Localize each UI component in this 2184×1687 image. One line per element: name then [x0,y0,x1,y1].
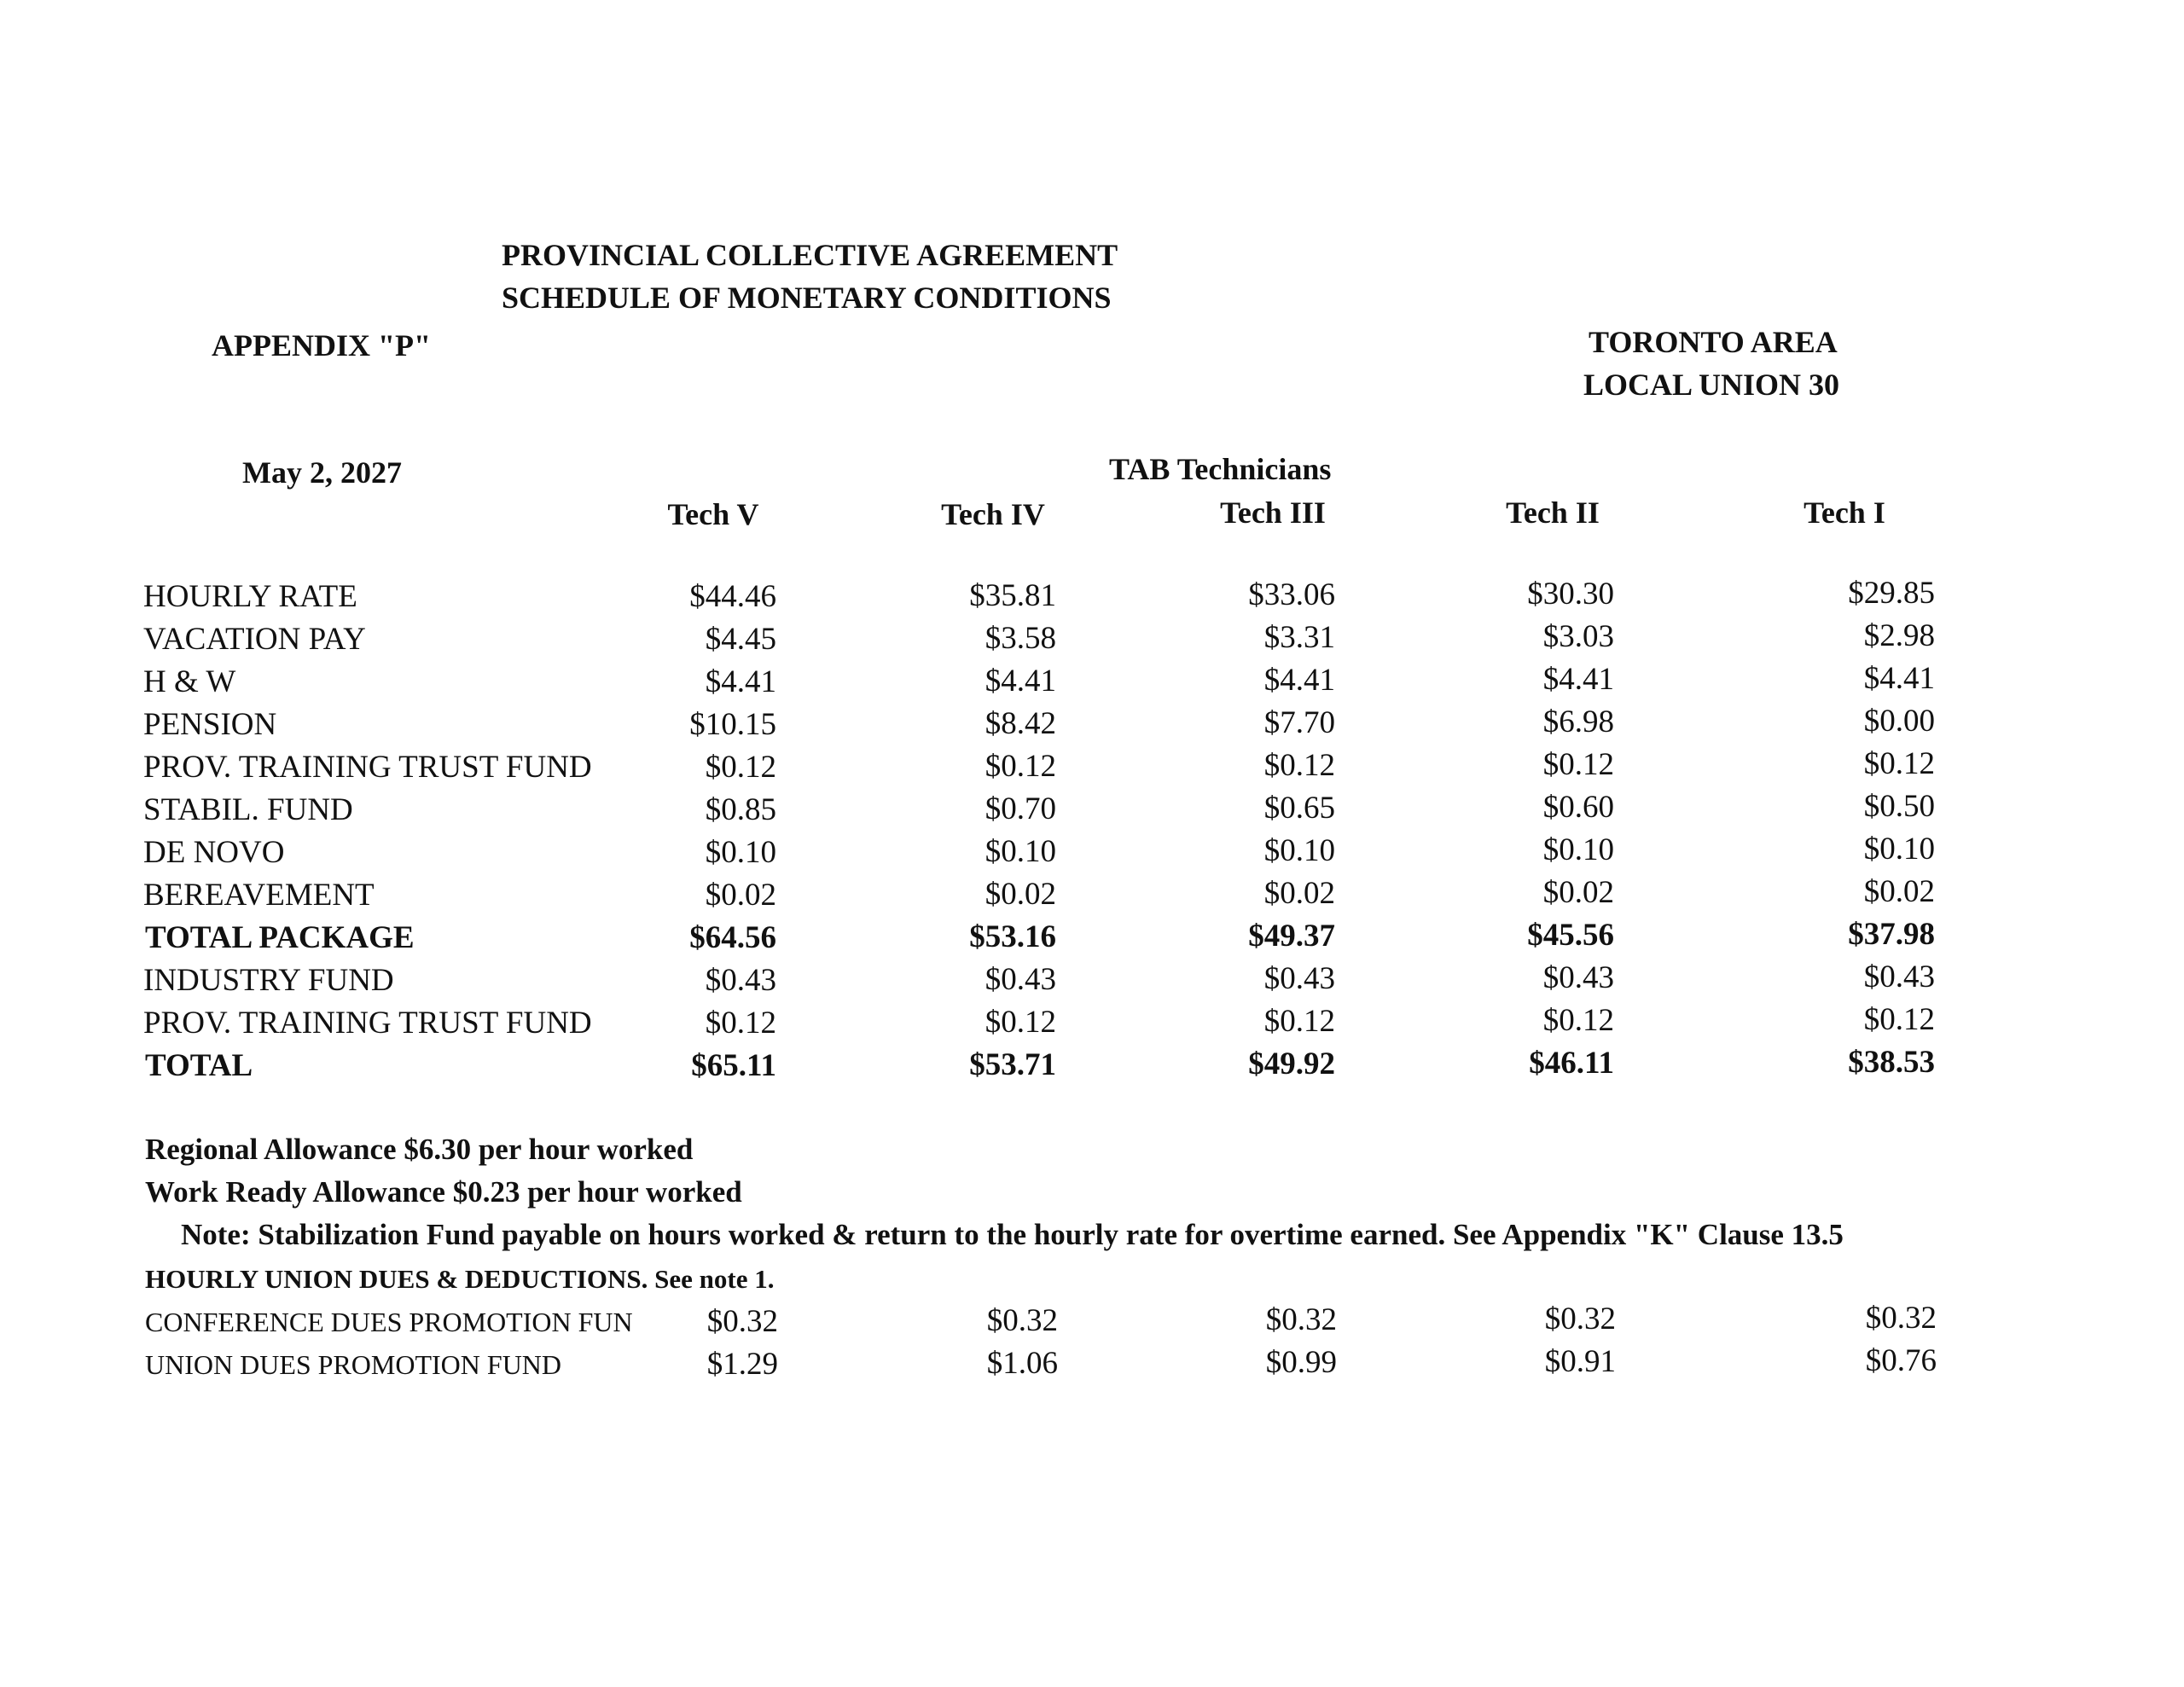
dues-heading-see-note: See note 1. [654,1264,775,1294]
cell-tech-iii: $49.92 [1248,1046,1335,1081]
cell-tech-i: $0.50 [1863,789,1935,824]
regional-allowance-note: Regional Allowance $6.30 per hour worked [145,1133,694,1166]
cell-tech-ii: $0.12 [1542,1003,1614,1038]
cell-tech-iv: $0.10 [985,834,1056,869]
cell-tech-i: $0.00 [1863,704,1935,739]
column-header-tech-iii: Tech III [1220,496,1326,530]
column-header-tech-iv: Tech IV [941,497,1045,531]
cell-tech-iv: $3.58 [985,621,1056,656]
cell-tech-i: $38.53 [1848,1045,1935,1080]
cell-tech-iii: $0.02 [1263,876,1335,911]
cell-tech-iv: $0.02 [985,877,1056,912]
cell-tech-v: $0.12 [705,750,776,785]
dues-row-label: CONFERENCE DUES PROMOTION FUN [145,1307,633,1337]
cell-tech-iii: $33.06 [1248,577,1335,612]
cell-tech-i: $0.10 [1863,832,1935,867]
dues-heading [145,1264,774,1295]
cell-tech-iv: $0.12 [985,749,1056,784]
cell-tech-iv: $53.16 [969,919,1056,954]
row-label: PENSION [143,707,277,742]
cell-tech-i: $29.85 [1848,576,1935,611]
cell-tech-i: $0.12 [1863,1002,1935,1037]
group-title: TAB Technicians [1109,452,1332,486]
dues-cell-tech-iii: $0.99 [1265,1345,1337,1380]
dues-cell-tech-v: $1.29 [706,1347,778,1382]
cell-tech-ii: $0.12 [1542,747,1614,782]
stabilization-fund-note: Note: Stabilization Fund payable on hours worked & return to the hourly rate for overtime earned. See Appendix "K" Clause 13.5 [181,1218,1844,1251]
dues-cell-tech-iv: $0.32 [986,1303,1058,1338]
cell-tech-ii: $3.03 [1542,619,1614,654]
cell-tech-v: $64.56 [689,920,776,955]
cell-tech-iii: $3.31 [1263,620,1335,655]
cell-tech-iv: $35.81 [969,578,1056,613]
cell-tech-v: $0.12 [705,1006,776,1041]
row-label-total: TOTAL [145,1048,253,1083]
cell-tech-iii: $0.10 [1263,833,1335,868]
cell-tech-i: $37.98 [1848,917,1935,952]
dues-cell-tech-i: $0.32 [1865,1301,1937,1336]
cell-tech-iii: $0.12 [1263,1004,1335,1039]
cell-tech-i: $4.41 [1863,661,1935,696]
cell-tech-v: $0.85 [705,792,776,827]
row-label: BEREAVEMENT [143,878,375,913]
schedule-date: May 2, 2027 [242,455,402,490]
cell-tech-v: $65.11 [691,1048,776,1083]
cell-tech-i: $2.98 [1863,618,1935,653]
cell-tech-iii: $49.37 [1248,919,1335,954]
title-line-1: PROVINCIAL COLLECTIVE AGREEMENT [502,238,1118,272]
dues-cell-tech-i: $0.76 [1865,1343,1937,1378]
dues-cell-tech-ii: $0.91 [1544,1344,1616,1379]
cell-tech-iv: $0.12 [985,1005,1056,1040]
cell-tech-ii: $0.02 [1542,875,1614,910]
area-line-2: LOCAL UNION 30 [1583,368,1840,402]
cell-tech-v: $0.10 [705,835,776,870]
cell-tech-ii: $4.41 [1542,662,1614,697]
cell-tech-ii: $0.10 [1542,832,1614,867]
row-label: STABIL. FUND [143,792,353,827]
cell-tech-ii: $0.60 [1542,790,1614,825]
row-label: INDUSTRY FUND [143,963,394,998]
cell-tech-iv: $8.42 [985,706,1056,741]
area-line-1: TORONTO AREA [1589,325,1838,359]
title-line-2: SCHEDULE OF MONETARY CONDITIONS [502,281,1112,315]
row-label: H & W [143,664,236,699]
cell-tech-v: $4.45 [705,622,776,657]
cell-tech-iv: $4.41 [985,664,1056,699]
dues-cell-tech-iv: $1.06 [986,1346,1058,1381]
row-label: HOURLY RATE [143,579,357,614]
cell-tech-iii: $0.65 [1263,791,1335,826]
cell-tech-i: $0.02 [1863,874,1935,909]
cell-tech-ii: $45.56 [1527,918,1614,953]
cell-tech-v: $0.43 [705,963,776,998]
cell-tech-ii: $30.30 [1527,577,1614,612]
dues-cell-tech-ii: $0.32 [1544,1301,1616,1336]
row-label: DE NOVO [143,835,285,870]
column-header-tech-v: Tech V [667,497,759,531]
cell-tech-iii: $0.12 [1263,748,1335,783]
dues-cell-tech-iii: $0.32 [1265,1302,1337,1337]
row-label-total-package: TOTAL PACKAGE [145,920,415,955]
cell-tech-ii: $46.11 [1529,1046,1614,1081]
column-header-tech-i: Tech I [1804,496,1885,530]
cell-tech-iv: $53.71 [969,1047,1056,1082]
row-label: VACATION PAY [143,622,366,657]
column-header-tech-ii: Tech II [1506,496,1600,530]
cell-tech-iv: $0.70 [985,791,1056,826]
appendix-label: APPENDIX "P" [212,328,431,362]
cell-tech-i: $0.43 [1863,959,1935,994]
dues-row-label: UNION DUES PROMOTION FUND [145,1349,562,1380]
dues-heading-title: HOURLY UNION DUES & DEDUCTIONS. [145,1264,648,1294]
cell-tech-iv: $0.43 [985,962,1056,997]
row-label: PROV. TRAINING TRUST FUND [143,750,592,785]
row-label: PROV. TRAINING TRUST FUND [143,1006,592,1041]
dues-cell-tech-v: $0.32 [706,1304,778,1339]
cell-tech-ii: $6.98 [1542,704,1614,739]
work-ready-allowance-note: Work Ready Allowance $0.23 per hour worked [145,1175,742,1209]
cell-tech-v: $4.41 [705,664,776,699]
cell-tech-iii: $4.41 [1263,663,1335,698]
cell-tech-iii: $0.43 [1263,961,1335,996]
cell-tech-v: $44.46 [689,579,776,614]
cell-tech-ii: $0.43 [1542,960,1614,995]
cell-tech-v: $0.02 [705,878,776,913]
cell-tech-v: $10.15 [689,707,776,742]
cell-tech-i: $0.12 [1863,746,1935,781]
cell-tech-iii: $7.70 [1263,705,1335,740]
